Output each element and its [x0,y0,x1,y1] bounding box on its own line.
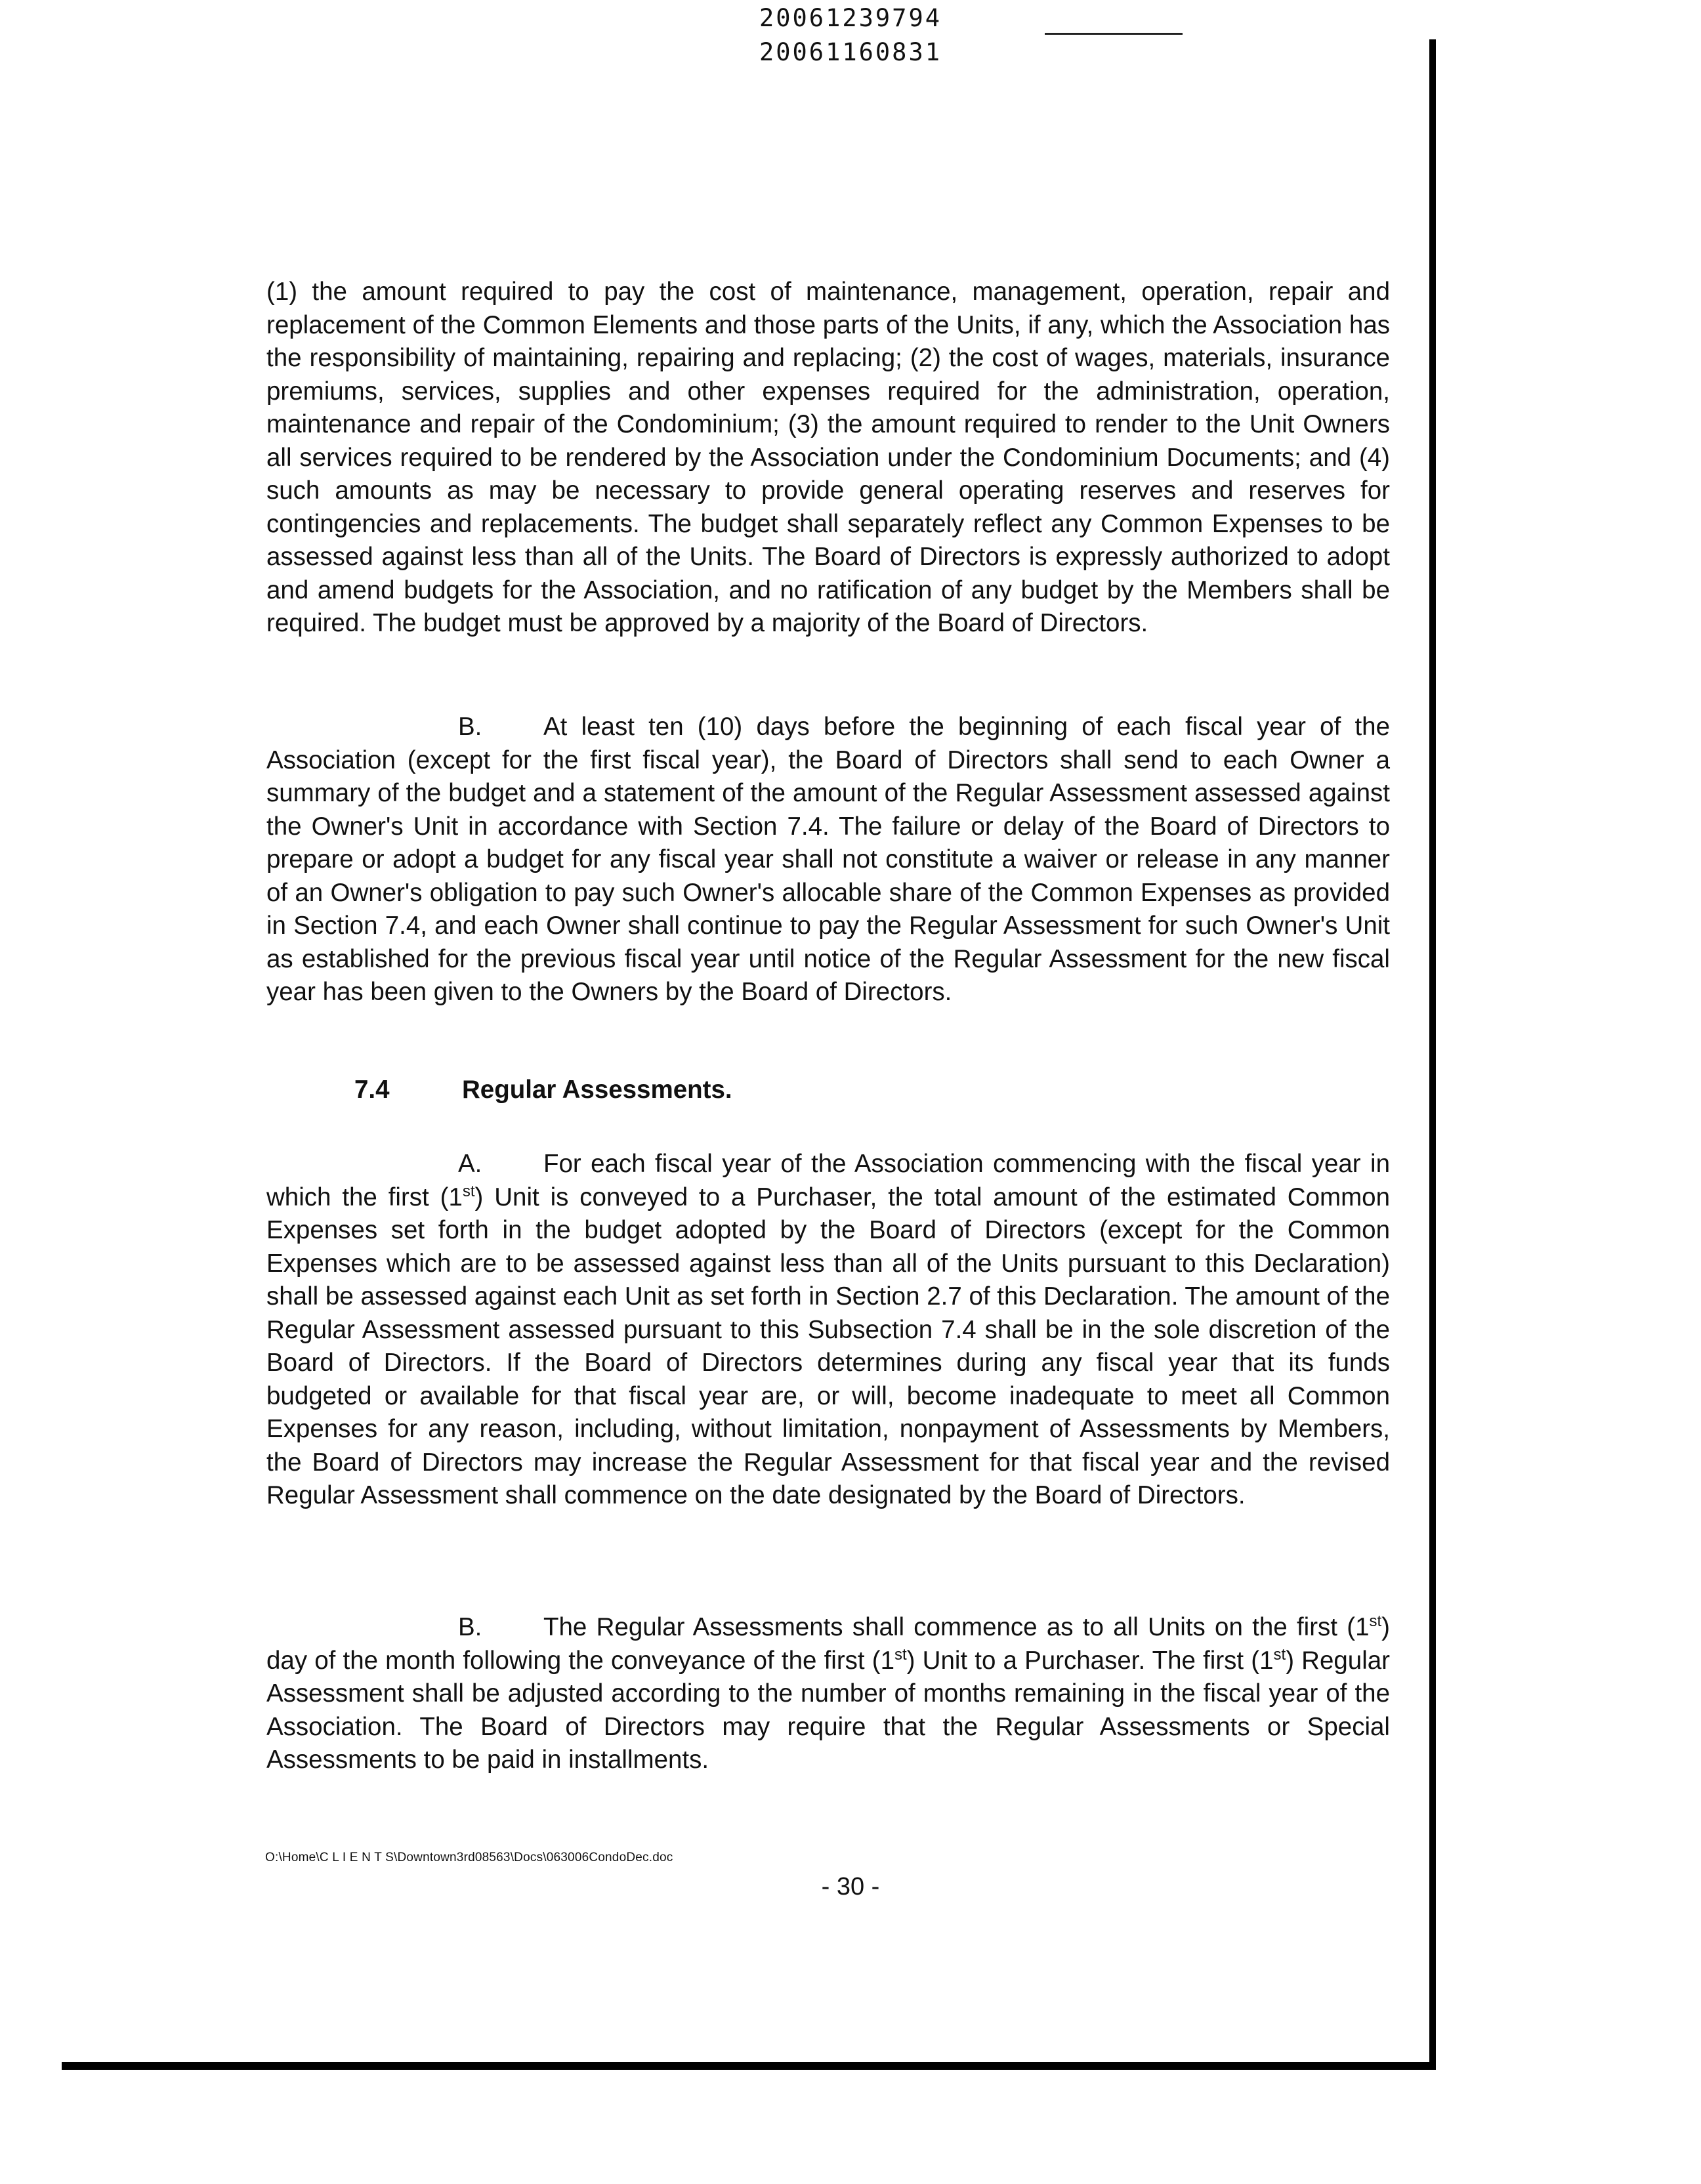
ordinal-suffix: st [894,1645,907,1664]
ordinal-suffix: st [1273,1645,1286,1664]
recording-number-2: 20061160831 [759,38,942,66]
subsection-letter: A. [458,1150,482,1178]
scan-border-right [1429,39,1436,2068]
paragraph-budget-components [266,276,1390,640]
header-rule [1045,33,1183,35]
ordinal-suffix: st [462,1182,475,1200]
paragraph-text: At least ten (10) days before the beginning of each fiscal year of the Association (except for the first fiscal year), the Board of Directors shall send to each Owner a summary of the budget and a statement of the amount of the Regular Assessment assessed against the Owner's Unit in accordance with Section 7.4. The failure or delay of the Board of Directors to prepare or adopt a budget for any fiscal year shall not constitute a waiver or release in any manner of an Owner's obligation to pay such Owner's allocable share of the Common Expenses as provided in Section 7.4, and each Owner shall continue to pay the Regular Assessment for such Owner's Unit as established for the previous fiscal year until notice of the Regular Assessment for the new fiscal year has been given to the Owners by the Board of Directors. [266,713,1390,1006]
section-title: Regular Assessments. [462,1076,732,1104]
section-number: 7.4 [354,1076,390,1104]
footer-file-path: O:\Home\C L I E N T S\Downtown3rd08563\Docs\063006CondoDec.doc [265,1851,673,1864]
paragraph-text-part: ) Regular Assessment shall be adjusted according to the number of months remaining in the fiscal year of the Association. The Board of Directors may require that the Regular Assessments or Special Assessments to be paid in installments. [266,1646,1390,1774]
paragraph-text-part: The Regular Assessments shall commence as to all Units on the first (1 [543,1613,1370,1641]
paragraph-regular-assessments-a [266,1148,1390,1513]
paragraph-text: (1) the amount required to pay the cost of maintenance, management, operation, repair and replacement of the Common Elements and those parts of the Units, if any, which the Association has the responsibility of maintaining, repairing and replacing; (2) the cost of wages, materials, insurance premiums, services, supplies and other expenses required for the administration, operation, maintenance and repair of the Condominium; (3) the amount required to render to the Unit Owners all services required to be rendered by the Association under the Condominium Documents; and (4) such amounts as may be necessary to provide general operating reserves and reserves for contingencies and replacements. The budget shall separately reflect any Common Expenses to be assessed against less than all of the Units. The Board of Directors is expressly authorized to adopt and amend budgets for the Association, and no ratification of any budget by the Members shall be required. The budget must be approved by a majority of the Board of Directors. [266,278,1390,637]
section-heading [354,1074,732,1106]
page-number: - 30 - [821,1873,880,1900]
scan-border-bottom [62,2062,1436,2070]
ordinal-suffix: st [1369,1612,1382,1630]
subsection-letter: B. [458,713,482,741]
paragraph-text-part: For each fiscal year of the Association commencing with the fiscal year in which the first (1 [266,1150,1390,1211]
subsection-letter: B. [458,1613,482,1641]
paragraph-text-part: ) Unit is conveyed to a Purchaser, the total amount of the estimated Common Expenses set forth in the budget adopted by the Board of Directors (except for the Common Expenses which are to be assessed against less than all of the Units pursuant to this Declaration) shall be assessed against each Unit as set forth in Section 2.7 of this Declaration. The amount of the Regular Assessment assessed pursuant to this Subsection 7.4 shall be in the sole discretion of the Board of Directors. If the Board of Directors determines during any fiscal year that its funds budgeted or available for that fiscal year are, or will, become inadequate to meet all Common Expenses for any reason, including, without limitation, nonpayment of Assessments by Members, the Board of Directors may increase the Regular Assessment for that fiscal year and the revised Regular Assessment shall commence on the date designated by the Board of Directors. [266,1183,1390,1509]
paragraph-regular-assessments-b [266,1611,1390,1777]
paragraph-text-part: ) Unit to a Purchaser. The first (1 [906,1646,1274,1675]
paragraph-text-part: ) day of the month following the conveyance of the first (1 [266,1613,1390,1675]
paragraph-budget-notice [266,711,1390,1009]
recording-number-1: 20061239794 [759,4,942,32]
